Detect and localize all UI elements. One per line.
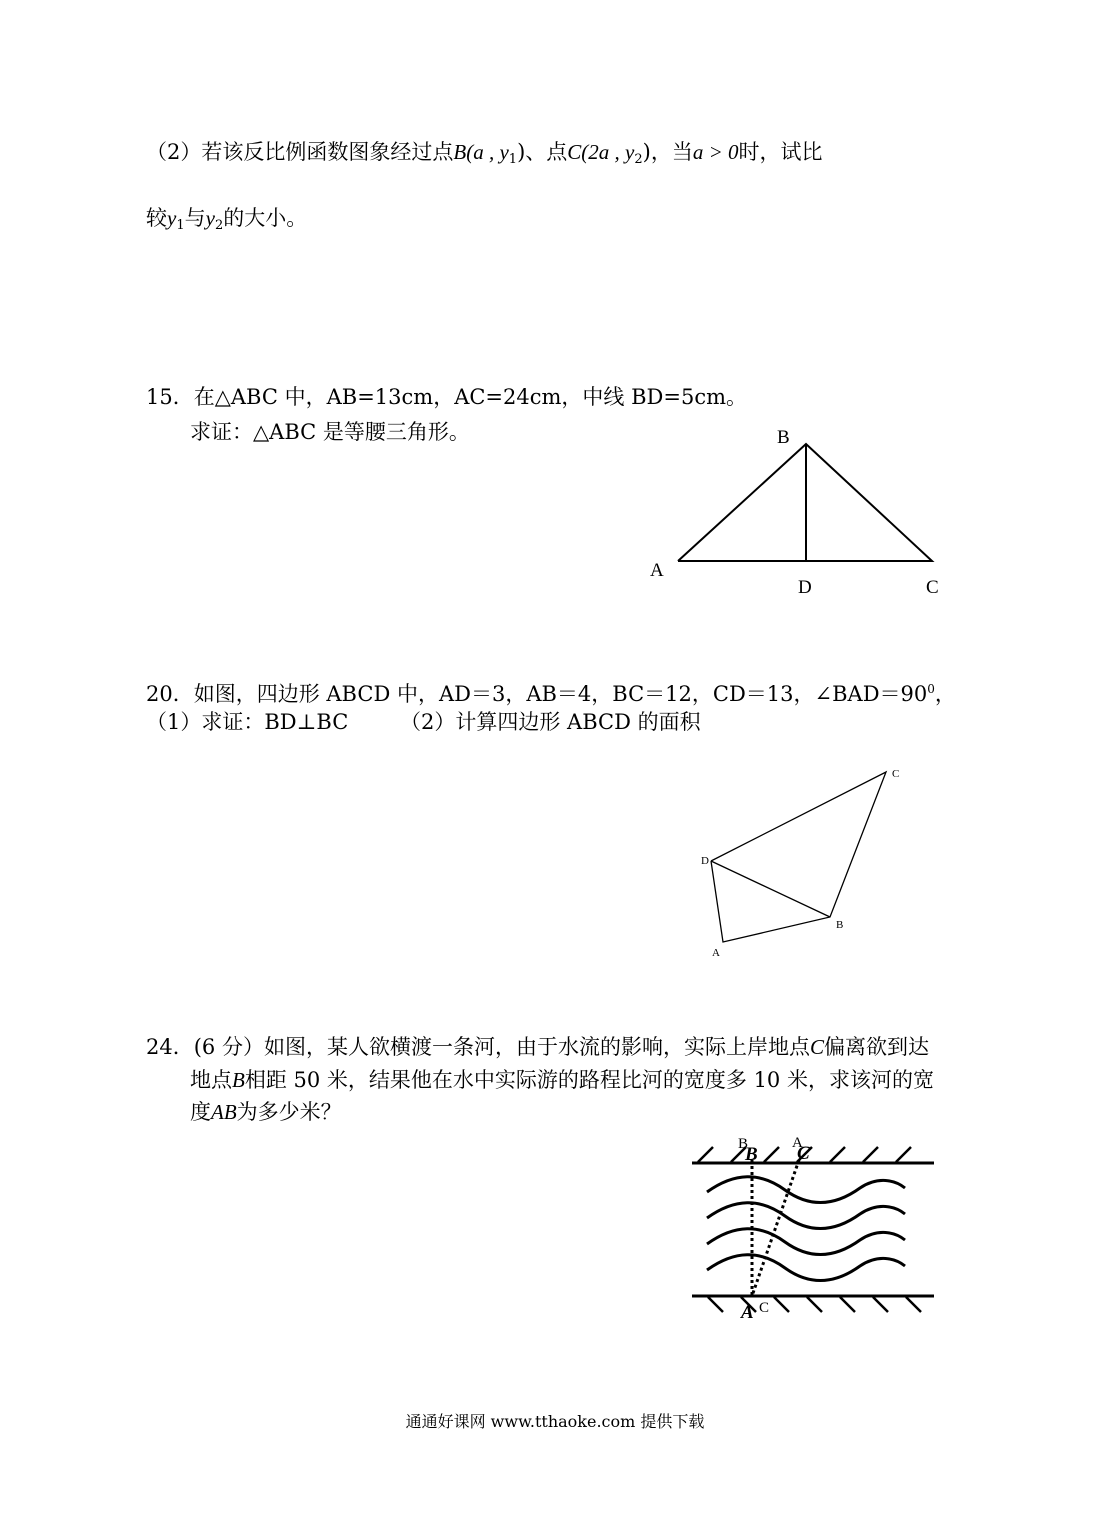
q14-cond-post: 时，试比 (738, 140, 823, 164)
q20-line1-post: ， (934, 682, 956, 706)
q14-prefix: （2）若该反比例函数图象经过点 (146, 140, 454, 164)
tri-label-b: B (777, 427, 790, 448)
quad-label-c: C (892, 768, 900, 780)
subscript-2: 2 (634, 152, 643, 167)
q14-line2-mid: 与 (184, 206, 206, 230)
q24-ab: AB (211, 1100, 237, 1124)
q24-point-b: B (232, 1068, 245, 1092)
quad-label-a: A (712, 947, 720, 959)
q15-line2: 求证：△ABC 是等腰三角形。 (190, 420, 470, 444)
q20-line1-text: 20．如图，四边形 ABCD 中，AD＝3，AB＝4，BC＝12，CD＝13，∠BAD＝90 (146, 682, 928, 706)
point-b-coords: (a , y (466, 140, 509, 164)
y2-var: y (205, 206, 215, 230)
river-label-c-small: C (759, 1300, 770, 1316)
diagonal-bd (711, 861, 830, 917)
q24-line2-pre: 地点 (190, 1068, 232, 1092)
quad-label-d: D (701, 855, 709, 867)
y2-sub: 2 (214, 218, 224, 233)
page-footer: 通通好课网 www.tthaoke.com 提供下载 (405, 1412, 705, 1431)
q14-condition: a > 0 (692, 140, 739, 164)
river-label-a-small: A (792, 1135, 803, 1151)
q14-line2-post: 的大小。 (223, 206, 308, 230)
q20-line2a: （1）求证：BD⊥BC (146, 710, 349, 734)
q24-line1-pre: 24．(6 分）如图，某人欲横渡一条河，由于水流的影响，实际上岸地点 (146, 1035, 810, 1059)
river-label-b-small: B (738, 1136, 749, 1152)
triangle-figure (678, 444, 932, 561)
close-paren: ) (642, 140, 651, 164)
close-paren: ) (517, 140, 526, 164)
point-c-coords: (2a , y (581, 140, 635, 164)
degree-sup: 0 (927, 682, 935, 696)
q24-line1-post: 偏离欲到达 (823, 1035, 929, 1059)
subscript-1: 1 (508, 152, 518, 167)
q14-line2-pre: 较 (146, 206, 167, 230)
river-figure (692, 1147, 934, 1312)
q24-line3-post: 为多少米？ (236, 1100, 342, 1124)
tri-label-a: A (650, 560, 664, 581)
river-label-a: A (741, 1302, 754, 1323)
q15-line1: 15．在△ABC 中，AB=13cm，AC=24cm，中线 BD=5cm。 (146, 385, 747, 409)
q24-line3-pre: 度 (190, 1100, 211, 1124)
river-label-c: C (797, 1143, 810, 1164)
quadrilateral-figure (711, 772, 886, 942)
q24-point-c: C (809, 1035, 824, 1059)
q24-line2-post: 相距 50 米，结果他在水中实际游的路程比河的宽度多 10 米，求该河的宽 (244, 1068, 934, 1092)
tri-label-c: C (926, 577, 939, 598)
quad-abcd (711, 772, 886, 942)
q14-cond-pre: ，当 (650, 140, 693, 164)
river-label-b: B (745, 1144, 758, 1165)
river-waves (707, 1177, 905, 1281)
tri-label-d: D (798, 577, 812, 598)
y1-sub: 1 (176, 218, 185, 233)
q14-mid: 、点 (525, 140, 568, 164)
point-b-label: B (453, 140, 467, 164)
y1-var: y (167, 206, 177, 230)
quad-label-b: B (836, 919, 844, 931)
segment-ac (752, 1160, 799, 1296)
bank-bottom-hatch (708, 1297, 921, 1312)
q20-line2b: （2）计算四边形 ABCD 的面积 (400, 710, 701, 734)
point-c-label: C (567, 140, 582, 164)
